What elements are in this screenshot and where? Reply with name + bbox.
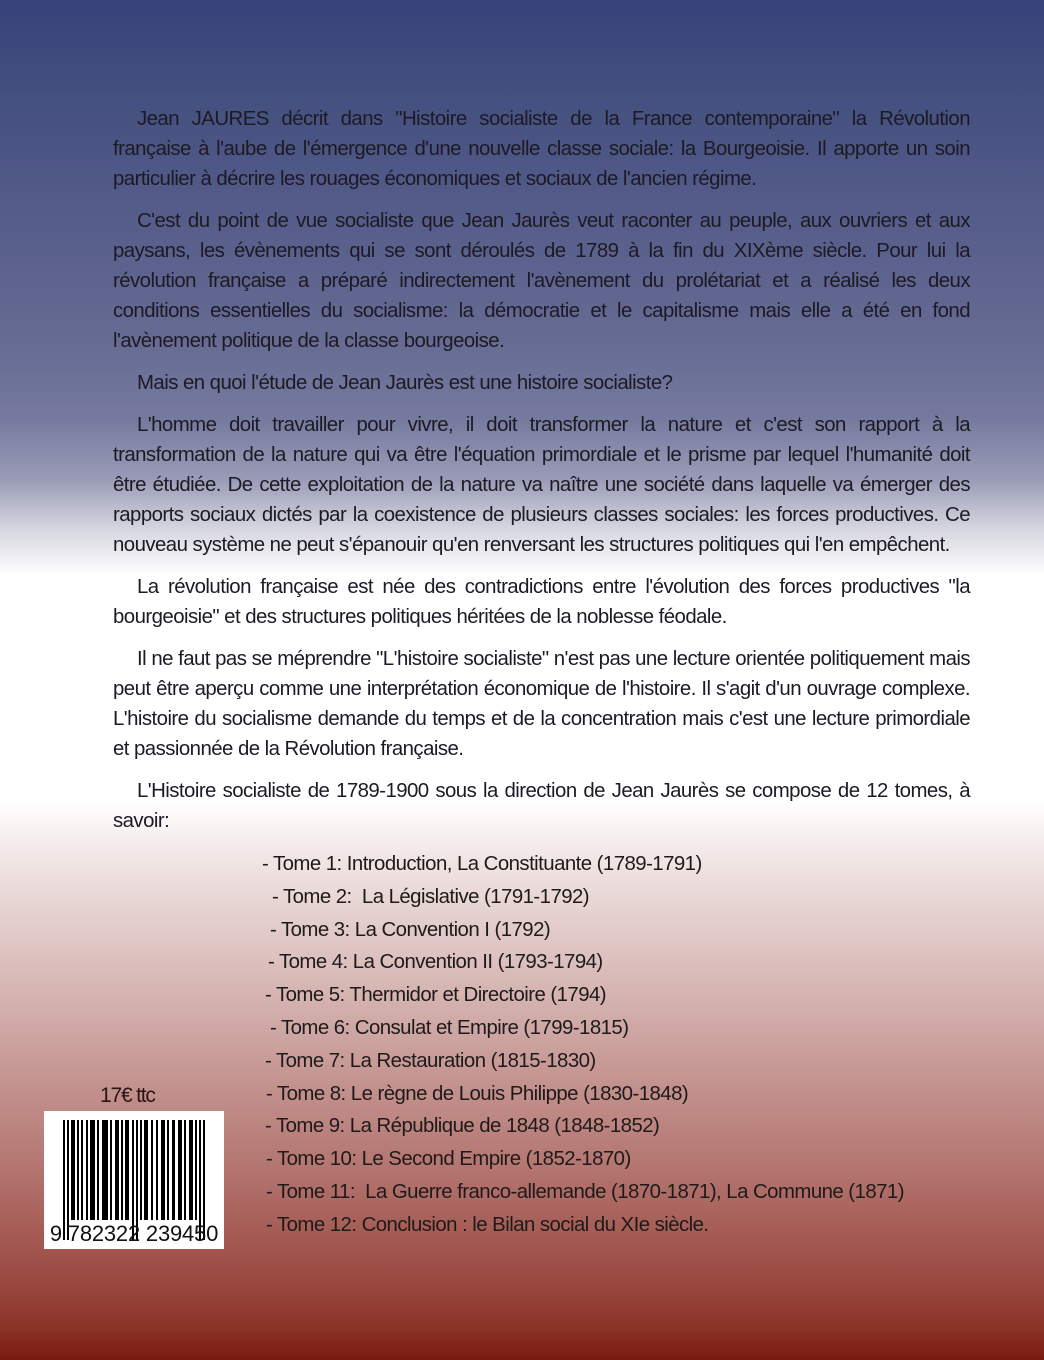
paragraph-reading-advice: Il ne faut pas se méprendre "L'histoire socialiste" n'est pas une lecture orientée politiquement mais peut être aperçu comme une interprétation économique de l'histoire. Il s'agit d'un ouvrage complexe. L'histoire du socialisme demande du temps et de la concentration mais c'est une lecture primordiale et passionnée de la Révolution française. (113, 648, 970, 760)
paragraph-socialist-view: C'est du point de vue socialiste que Jean Jaurès veut raconter au peuple, aux ouvriers et aux paysans, les évènements qui se sont déroulés de 1789 à la fin du XIXème siècle. Pour lui la révolution française a préparé indirectement l'avènement du prolétariat et a réalisé les deux conditions essentielles du socialisme: la démocratie et le capitalisme mais elle a été en fond l'avènement politique de la classe bourgeoise. (113, 210, 970, 352)
tome-item: - Tome 6: Consulat et Empire (1799-1815) (270, 1016, 629, 1039)
tome-item: - Tome 8: Le règne de Louis Philippe (1830-1848) (266, 1082, 689, 1105)
price-label: 17€ ttc (100, 1084, 155, 1107)
paragraph-tomes-intro: L'Histoire socialiste de 1789-1900 sous la direction de Jean Jaurès se compose de 12 tomes, à savoir: (113, 780, 970, 832)
paragraph-question: Mais en quoi l'étude de Jean Jaurès est une histoire socialiste? (137, 372, 673, 394)
tome-item: - Tome 4: La Convention II (1793-1794) (268, 951, 603, 974)
back-cover-text (113, 104, 970, 848)
paragraph-intro: Jean JAURES décrit dans "Histoire socialiste de la France contemporaine" la Révolution française à l'aube de l'émergence d'une nouvelle classe sociale: la Bourgeoisie. Il apporte un soin particulier à décrire les rouages économiques et sociaux de l'ancien régime. (113, 108, 970, 190)
isbn-barcode (44, 1111, 224, 1249)
tome-list (262, 848, 904, 1242)
tome-item: - Tome 3: La Convention I (1792) (270, 918, 551, 941)
tome-item: - Tome 5: Thermidor et Directoire (1794) (265, 984, 607, 1007)
tome-item: - Tome 12: Conclusion : le Bilan social du XIe siècle. (266, 1213, 709, 1236)
paragraph-revolution-origin: La révolution française est née des contradictions entre l'évolution des forces productives "la bourgeoisie" et des structures politiques héritées de la noblesse féodale. (113, 576, 970, 628)
isbn-number: 9 782322 239450 (49, 1221, 219, 1246)
tome-item: - Tome 1: Introduction, La Constituante (1789-1791) (262, 853, 702, 875)
tome-item: - Tome 7: La Restauration (1815-1830) (265, 1049, 596, 1072)
tome-item: - Tome 9: La République de 1848 (1848-1852) (265, 1115, 660, 1138)
tome-item: - Tome 11: La Guerre franco-allemande (1870-1871), La Commune (1871) (266, 1180, 904, 1203)
tome-item: - Tome 10: Le Second Empire (1852-1870) (266, 1148, 631, 1171)
paragraph-human-nature: L'homme doit travailler pour vivre, il doit transformer la nature et c'est son rapport à la transformation de la nature qui va être l'équation primordiale et le prisme par lequel l'humanité doit être étudiée. De cette exploitation de la nature va naître une société dans laquelle va émerger des rapports sociaux dictés par la coexistence de plusieurs classes sociales: les forces productives. Ce nouveau système ne peut s'épanouir qu'en renversant les structures politiques qui l'en empêchent. (113, 414, 970, 556)
tome-item: - Tome 2: La Législative (1791-1792) (272, 885, 590, 908)
